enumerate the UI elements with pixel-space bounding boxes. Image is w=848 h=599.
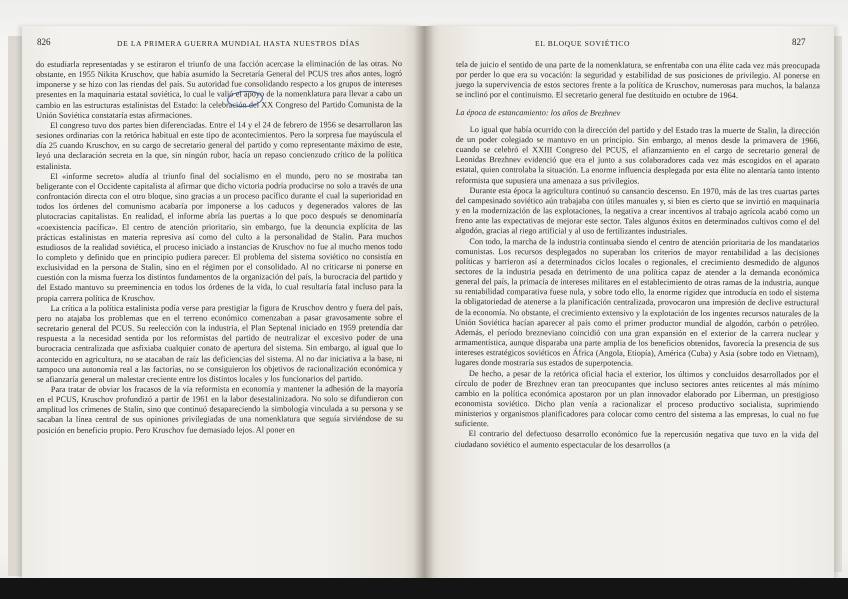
right-page xyxy=(424,26,834,581)
scanner-bottom-border xyxy=(0,578,848,599)
right-paragraph-2: Lo igual que había ocurrido con la dirección del partido y del Estado tras la muerte de Stalin, la dirección de un poder colegiado se mantuvo en un principio. Sin embargo, al menos desde la primavera de 1966, cuando se celebró el XXIII Congreso del PCUS, el afianzamiento en el cargo de secretario general de Leonidas Brezhnev evidenció que era el junto a sus colaboradores cada vez más escogidos en el aparato estatal, quien controlaba la situación. La enorme influencia desplegada por esta élite no alentaría tanto intento reformista que supusiera una amenaza a sus privilegios. xyxy=(455,124,820,186)
book-gutter-shadow xyxy=(414,26,434,582)
right-paragraph-6: El contrario del defectuoso desarrollo económico fue la repercusión negativa que tuvo en la vida del ciudadano soviético el aumento espectacular de los desarrollos (a xyxy=(454,429,819,450)
right-page-edges xyxy=(834,36,842,572)
right-paragraph-5: De hecho, a pesar de la retórica oficial hacia el exterior, los últimos y concluidos desarrollados por el círculo de poder de Brezhnev eran tan preocupantes que incluso sectores antes reticentes al más mínimo cambio en la política económica apostaron por un plan innovador elaborado por Liberman, un prestigioso economista soviético. Dicho plan venía a racionalizar el proceso productivo socialista, suprimiendo ministerios y organismos planificadores para colocar como centro del sistema a las empresas, lo cual no fue suficiente. xyxy=(454,368,819,429)
right-paragraph-1: tela de juicio el sentido de una parte de la nomenklatura, se enfrentaba con una élite cada vez más preocupada por perder lo que era su vocación: la seguridad y estabilidad de sus posiciones de privilegio. Al ponerse en juego la supervivencia de estos sectores frente a la política de Kruschov, numerosas para muchos, la balanza se inclinó por el continuismo. El secretario general fue destituido en octubre de 1964. xyxy=(455,60,820,101)
right-paragraph-4: Con todo, la marcha de la industria continuaba siendo el centro de atención prioritaria de los mandatarios comunistas. Los recursos desplegados no superaban los criterios de mayor rentabilidad a las decisiones políticas y barrieron así a determinados ciclos locales o regionales, el crecimiento desmedido de algunos sectores de la industria pesada en detrimento de una política capaz de atender a la demanda económica general del país, la primacía de intereses militares en el establecimiento de otras ramas de la industria, aunque su rentabilidad comparativa fuese nula, y sobre todo ello, la enorme rigidez que introducía en todo el sistema la obligatoriedad de atenerse a la planificación centralizada, provocaron una impresión de declive estructural de la economía. No obstante, el crecimiento extensivo y la explotación de los ingentes recursos naturales de la Unión Soviética hacían aparecer al país como el primer productor mundial de algodón, carbón o petróleo. Además, el período brezneviano coincidió con una gran expansión en el exterior de la carrera nuclear y armamentística, aunque disparaba una parte amplia de los beneficios obtenidos, favorecía la presencia de sus intereses estratégicos soviéticos en África (Angola, Etiopía), América (Cuba) y Asia (sobre todo en Vietnam), lugares donde mostraría sus estados de superpotencia. xyxy=(454,236,820,368)
right-running-head: EL BLOQUE SOVIÉTICO xyxy=(535,39,631,48)
right-page-number: 827 xyxy=(792,37,806,47)
left-paragraph-1: do estudiarla representadas y se estiraron el triunfo de una facción acercase la eliminación de las otras. No obstante, en 1955 Nikita Kruschov, que había asumido la Secretaría General del PCUS tres años antes, logró imponerse y se hizo con las riendas del país. Su autoridad fue consolidando respecto a los grupos de intereses presentes en la maquinaria estatal soviética, lo cual le valió el apoyo de la nomenklatura para llevar a cabo un cambio en las estructuras estalinistas del Estado: la celebración del XX Congreso del Partido Comunista de la Unión Soviética constataría estas afirmaciones. xyxy=(36,59,403,120)
section-heading: La época de estancamiento: los años de Brezhnev xyxy=(455,107,621,118)
left-page-number: 826 xyxy=(37,37,51,47)
left-page-body xyxy=(36,59,403,436)
right-paragraph-3: Durante esta época la agricultura continuó su cansancio descenso. En 1970, más de las tres cuartas partes del campesinado soviético aún trabajaba con útiles manuales y, si bien es cierto que se invirtió en maquinaria y en la modernización de las explotaciones, la negativa a crear incentivos al trabajo agrícola acabó como un freno ante las expectativas de mejorar este sector. Tales algunos éxitos en determinados cultivos como el del algodón, gracias al riego artificial y al uso de fertilizantes industriales. xyxy=(455,185,820,237)
left-page xyxy=(22,26,424,581)
left-paragraph-3: El «informe secreto» aludía al triunfo final del socialismo en el mundo, pero no se mostraba tan beligerante con el Occidente capitalista al afirmar que dicho victoria podría producirse no solo a través de una confrontación directa con el otro bloque, sino gracias a un proceso pacífico durante el cual la superioridad en todos los órdenes del comunismo acabaría por imponerse a los caducos y degenerados valores de las plutocracias capitalistas. En realidad, el informe abría las puertas a lo que poco después se denominaría «coexistencia pacífica». El centro de atención prioritario, sin embargo, fue la denuncia explícita de las prácticas estalinistas en materia represiva así como del culto a la personalidad de Stalin. Para muchos estudiosos de la realidad soviética, el proceso iniciado a instancias de Kruschov no fue al mucho menos todo lo completo y definido que en principio pudiera parecer. El problema del sistema soviético no consistía en exclusividad en la persona de Stalin, sino en el régimen por el consolidado. Al no criticarse ni ponerse en cuestión con la misma fuerza los distintos fundamentos de la organización del país, la burocracia del partido y del Estado mantuvo su preeminencia en todos los órdenes de la vida, lo cual resultaría fatal incluso para la propia carrera política de Kruschov. xyxy=(36,170,403,303)
left-running-head: DE LA PRIMERA GUERRA MUNDIAL HASTA NUESTROS DÍAS xyxy=(117,39,360,48)
left-paragraph-4: La crítica a la política estalinista podía verse para prestigiar la figura de Kruschov dentro y fuera del país, pero no atajaba los problemas que en el terreno económico comenzaban a pasar gravosamente sobre el secretario general del PCUS. Su reelección con la industria, el Plan Septenal iniciado en 1959 pretendía dar respuesta a la necesidad sentida por los reformistas del partido de neutralizar el excesivo poder de una burocracia centralizada que asfixiaba cualquier conato de apertura del sistema. Sin embargo, al igual que lo acontecido en agricultura, no se atacaban de raíz las deficiencias del sistema. Al no dar iniciativa a la base, ni tampoco una autonomía real a las factorías, no se consiguieron los objetivos de racionalización económica y se afianzaría general un malestar creciente entre los distintos locales y los funcionarios del partido. xyxy=(36,302,403,384)
left-page-edges xyxy=(8,36,22,576)
right-page-body xyxy=(455,60,820,451)
left-paragraph-2: El congreso tuvo dos partes bien diferenciadas. Entre el 14 y el 24 de febrero de 1956 se desarrollaron las sesiones ordinarias con la retórica habitual en este tipo de acontecimientos. Pero la sorpresa fue mayúscula el día 25 cuando Kruschov, en su cargo de secretario general del partido y como representante máximo de este, leyó una declaración secreta en la que, sin ningún rubor, hacía un repaso concienzudo crítico de la política estalinista. xyxy=(36,119,403,171)
left-paragraph-5: Para tratar de obviar los fracasos de la vía reformista en economía y mantener la adhesión de la mayoría en el PCUS, Kruschov profundizó a partir de 1961 en la labor desestalinizadora. No solo se difundieron con amplitud los crímenes de Stalin, sino que continuó desapareciendo la simbología vinculada a su persona y se sacaban la línea central de sus opiniones privilegiadas de una nomenklatura que seguía sirviéndose de su posición en beneficio propio. Pero Kruschov fue demasiado lejos. Al poner en xyxy=(36,384,403,435)
